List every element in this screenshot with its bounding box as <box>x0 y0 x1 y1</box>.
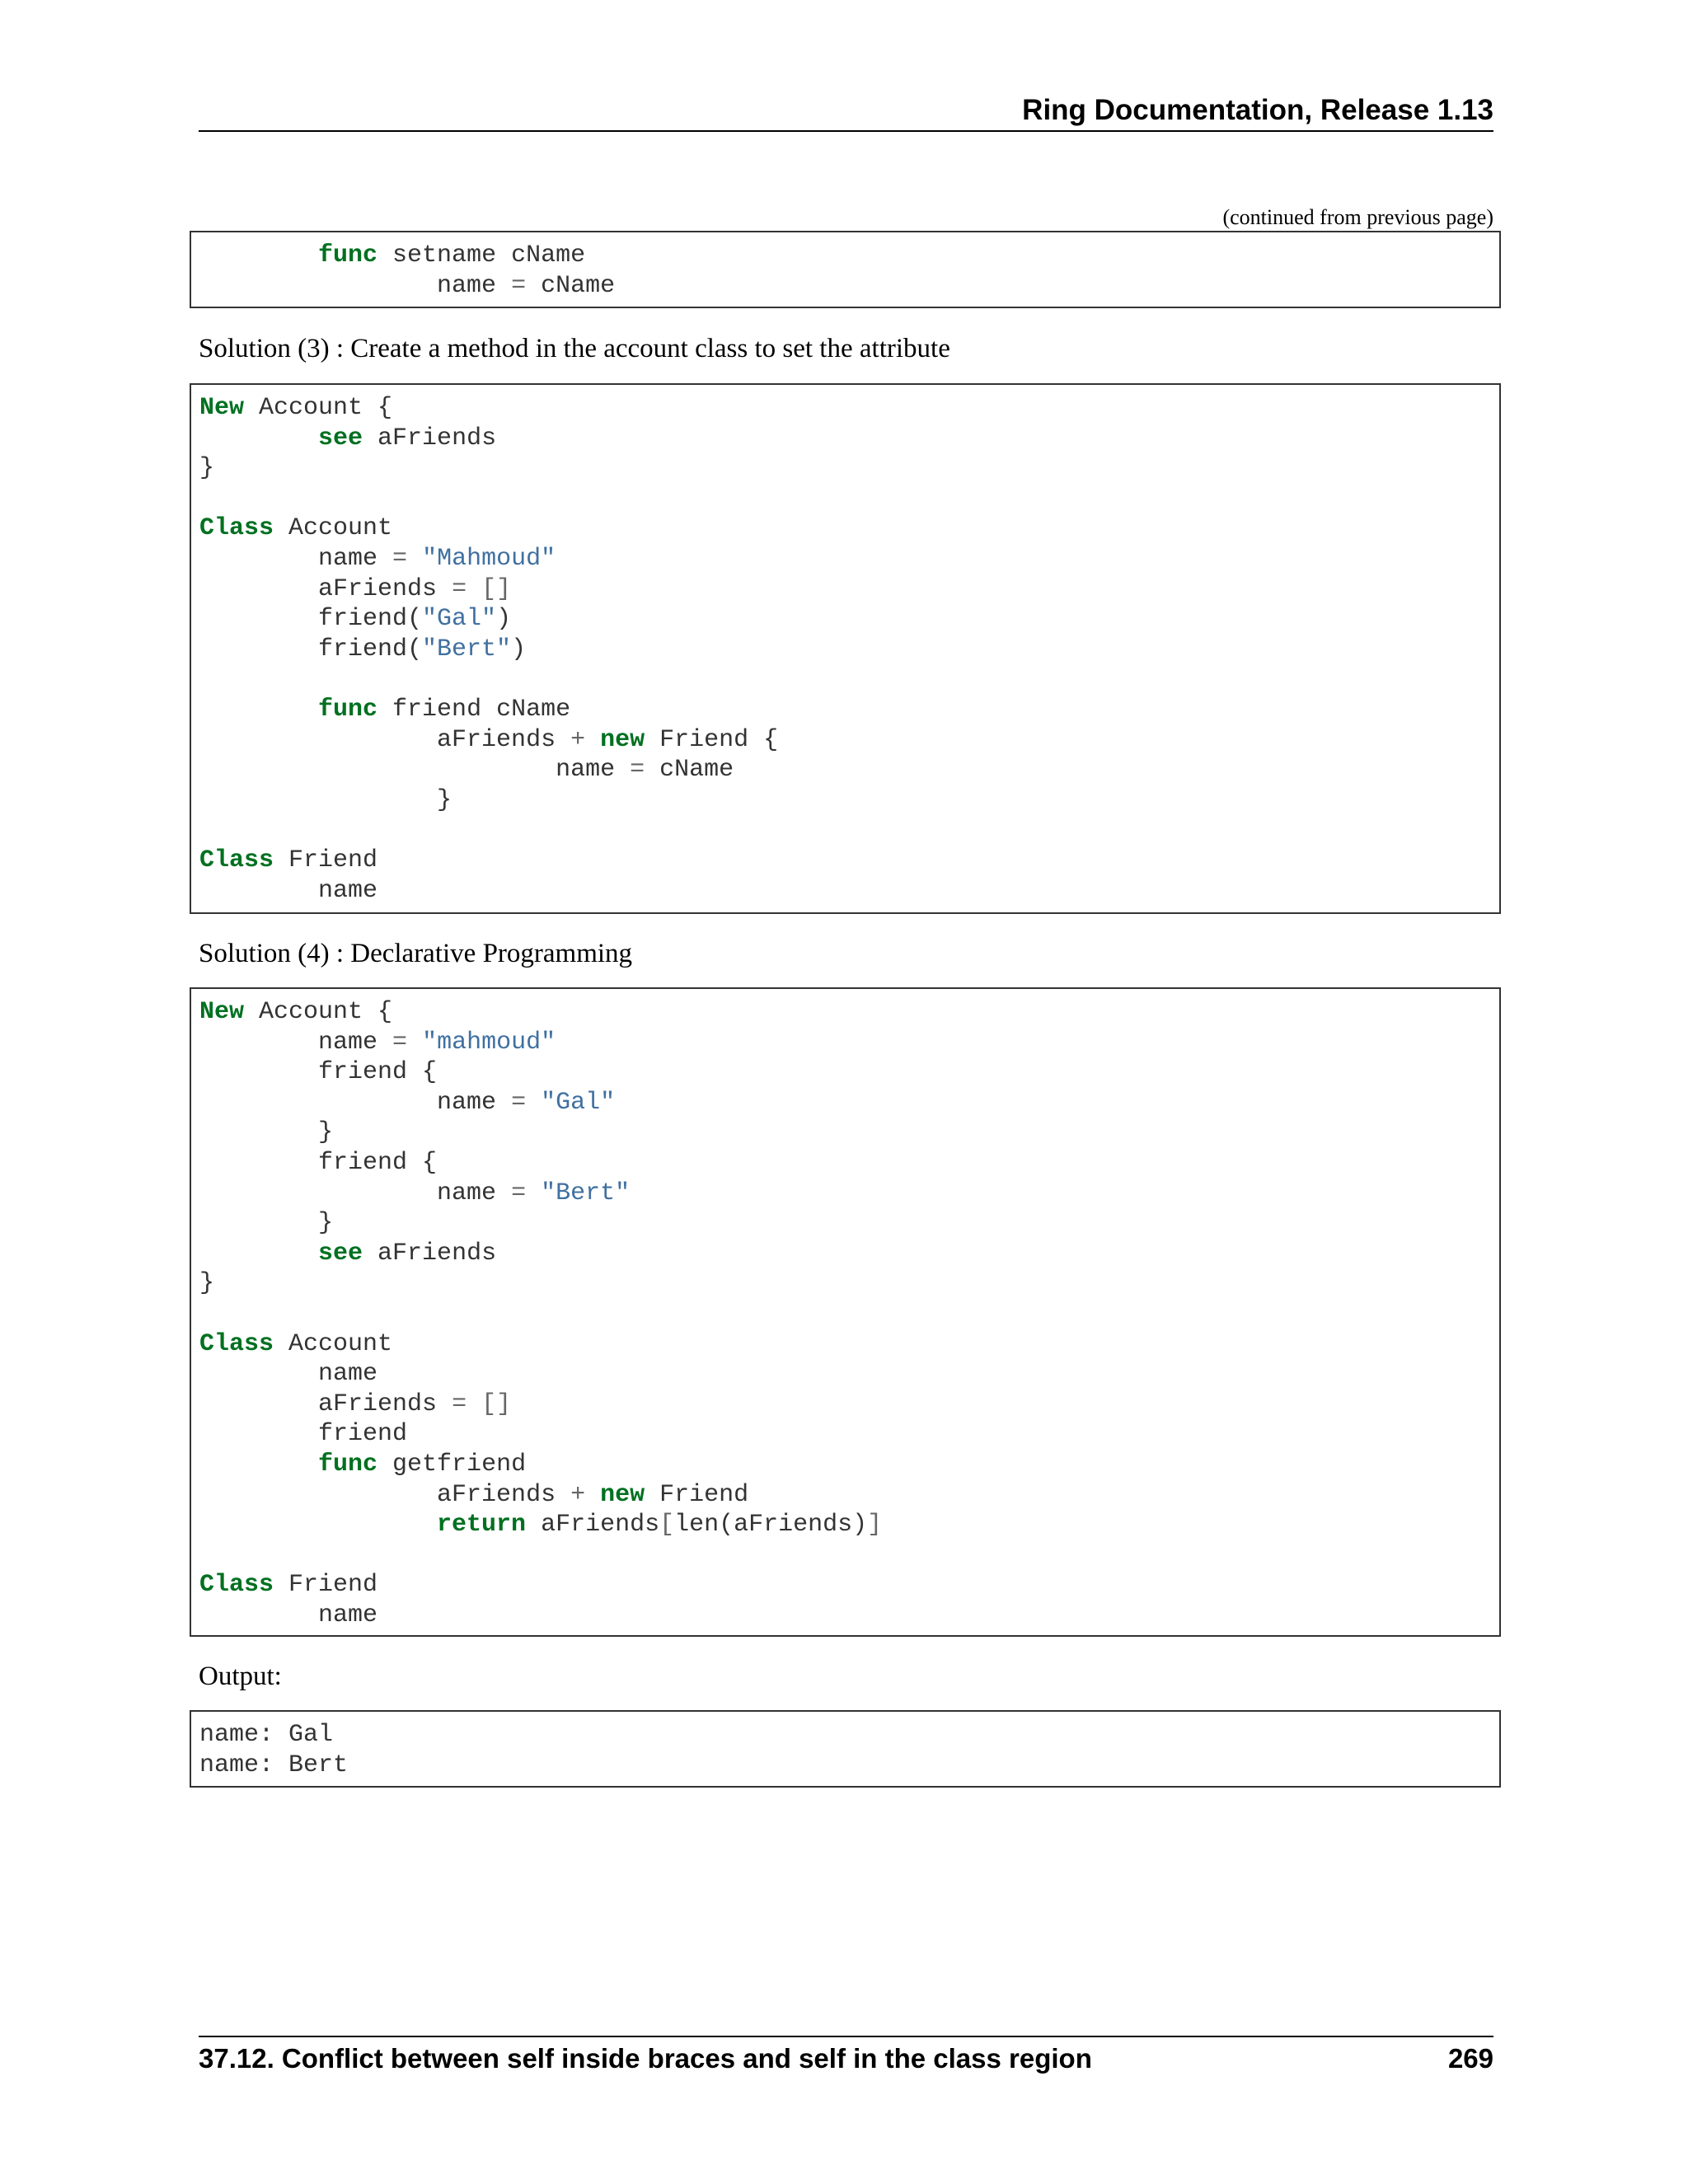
code-text <box>199 696 318 724</box>
code-text <box>199 1511 437 1539</box>
code-text: len(aFriends) <box>674 1511 868 1540</box>
code-text: Friend <box>274 846 378 874</box>
code-line <box>199 1089 615 1117</box>
code-text: setname cName <box>377 241 586 269</box>
code-text <box>199 241 318 269</box>
code-text: Account <box>274 514 393 543</box>
code-line <box>199 1269 214 1297</box>
code-line <box>199 1209 333 1237</box>
code-keyword: func <box>318 695 378 724</box>
code-operator: + <box>570 725 586 754</box>
code-keyword: see <box>318 1239 363 1268</box>
code-text: friend( <box>199 605 423 634</box>
code-operator: [] <box>481 1390 512 1418</box>
code-line <box>199 241 585 269</box>
code-string: "Bert" <box>422 635 512 663</box>
code-line <box>199 1330 392 1358</box>
code-line <box>199 726 778 754</box>
header-divider <box>199 130 1493 132</box>
code-text: name <box>199 271 512 300</box>
code-text: Friend <box>645 1480 749 1509</box>
code-line <box>199 1118 333 1146</box>
code-line <box>199 1451 526 1479</box>
code-keyword: new <box>600 1480 645 1509</box>
code-line <box>199 998 392 1026</box>
page-header-title: Ring Documentation, Release 1.13 <box>1022 94 1493 126</box>
code-line <box>199 1058 437 1086</box>
code-text: name: Bert <box>199 1750 349 1779</box>
code-operator: = <box>511 1088 527 1117</box>
code-text: Account { <box>244 394 393 422</box>
code-line <box>199 1721 333 1749</box>
code-line <box>199 696 570 724</box>
code-line <box>199 605 511 633</box>
code-line <box>199 1511 882 1539</box>
code-operator: = <box>392 1028 408 1057</box>
code-lines <box>191 1712 1499 1780</box>
code-line <box>199 514 392 542</box>
code-string: "Bert" <box>541 1179 631 1207</box>
code-text: aFriends <box>199 1390 452 1418</box>
code-line <box>199 877 377 905</box>
code-string: "Gal" <box>541 1088 616 1117</box>
code-text <box>467 575 481 603</box>
code-text: cName <box>645 756 734 785</box>
code-operator: = <box>511 271 527 300</box>
code-operator: = <box>452 1390 467 1418</box>
code-line <box>199 1481 748 1509</box>
code-text: friend { <box>199 1148 438 1177</box>
code-line <box>199 1390 511 1418</box>
code-keyword: Class <box>199 846 274 874</box>
code-string: "mahmoud" <box>422 1028 556 1057</box>
code-keyword: return <box>437 1511 527 1540</box>
code-block-output <box>190 1710 1501 1788</box>
code-keyword: Class <box>199 1329 274 1358</box>
code-line <box>199 1360 377 1388</box>
code-operator: [] <box>481 574 512 603</box>
code-keyword: func <box>318 241 378 269</box>
code-line <box>199 575 511 603</box>
code-line <box>199 424 496 452</box>
code-line <box>199 756 734 784</box>
code-text <box>407 1029 422 1057</box>
code-block-continued <box>190 231 1501 308</box>
code-text <box>467 1390 481 1418</box>
code-text: friend { <box>199 1058 438 1087</box>
code-line <box>199 1571 377 1599</box>
code-text: name <box>199 1179 512 1207</box>
code-lines <box>191 232 1499 301</box>
code-text <box>585 726 600 754</box>
code-line <box>199 1240 496 1268</box>
code-text: aFriends <box>526 1511 660 1540</box>
footer-section-title: 37.12. Conflict between self inside braces and self in the class region <box>199 2043 1092 2074</box>
code-keyword: Class <box>199 514 274 543</box>
code-string: "Mahmoud" <box>422 544 556 573</box>
code-operator: = <box>392 544 408 573</box>
code-text <box>199 1451 318 1479</box>
code-keyword: func <box>318 1450 378 1479</box>
code-text: } <box>199 1209 334 1238</box>
code-text <box>526 1089 541 1117</box>
code-text: Friend <box>274 1571 378 1600</box>
solution-4-text: Solution (4) : Declarative Programming <box>199 939 633 968</box>
code-text: } <box>199 1269 215 1298</box>
code-lines <box>191 989 1499 1630</box>
code-text: cName <box>526 271 616 300</box>
code-text <box>526 1179 541 1207</box>
code-line <box>199 1029 556 1057</box>
code-line <box>199 454 214 482</box>
code-text: name <box>199 876 378 905</box>
page-number: 269 <box>1447 2043 1493 2074</box>
code-line <box>199 1420 407 1448</box>
code-line <box>199 635 526 663</box>
code-line <box>199 846 377 874</box>
code-line <box>199 272 615 300</box>
code-text: name <box>199 756 631 785</box>
code-text: ) <box>496 605 512 634</box>
code-text <box>407 545 422 573</box>
code-operator: [ <box>659 1511 675 1540</box>
solution-3-text: Solution (3) : Create a method in the account class to set the attribute <box>199 334 950 363</box>
code-text: name <box>199 1601 378 1629</box>
code-lines <box>191 385 1499 906</box>
code-text: name <box>199 1360 378 1389</box>
output-label: Output: <box>199 1661 282 1691</box>
code-line <box>199 1179 630 1207</box>
code-text <box>199 424 318 452</box>
code-text: name <box>199 1088 512 1117</box>
code-operator: + <box>570 1480 586 1509</box>
code-keyword: New <box>199 998 245 1026</box>
footer-divider <box>199 2036 1493 2037</box>
code-text: getfriend <box>377 1450 527 1479</box>
code-text: } <box>199 454 215 483</box>
continued-note: (continued from previous page) <box>1222 205 1493 229</box>
code-block-solution-3 <box>190 383 1501 914</box>
code-block-solution-4 <box>190 987 1501 1637</box>
code-operator: = <box>452 574 467 603</box>
code-text: friend cName <box>377 695 571 724</box>
code-text: aFriends <box>363 424 497 452</box>
code-text: } <box>199 1118 334 1147</box>
code-text: Account <box>274 1329 393 1358</box>
code-text: friend <box>199 1420 408 1449</box>
code-text: name: Gal <box>199 1721 334 1749</box>
code-text: Account { <box>244 998 393 1026</box>
code-line <box>199 545 556 573</box>
code-line <box>199 1149 437 1177</box>
code-line <box>199 786 452 814</box>
code-operator: = <box>630 756 645 785</box>
code-line <box>199 394 392 422</box>
code-text: } <box>199 785 452 814</box>
code-keyword: see <box>318 424 363 452</box>
code-line <box>199 1751 348 1779</box>
code-text: aFriends <box>199 725 571 754</box>
code-text: name <box>199 1028 393 1057</box>
code-line <box>199 1601 377 1629</box>
code-keyword: Class <box>199 1571 274 1600</box>
code-text: ) <box>511 635 527 663</box>
code-text <box>199 1240 318 1268</box>
code-operator: = <box>511 1179 527 1207</box>
code-text: name <box>199 544 393 573</box>
code-text: aFriends <box>199 1480 571 1509</box>
code-keyword: new <box>600 725 645 754</box>
code-text <box>585 1481 600 1509</box>
code-operator: ] <box>867 1511 883 1540</box>
code-text: Friend { <box>645 725 779 754</box>
code-keyword: New <box>199 394 245 422</box>
code-string: "Gal" <box>422 605 497 634</box>
code-text: friend( <box>199 635 423 663</box>
code-text: aFriends <box>363 1239 497 1268</box>
code-text: aFriends <box>199 574 452 603</box>
